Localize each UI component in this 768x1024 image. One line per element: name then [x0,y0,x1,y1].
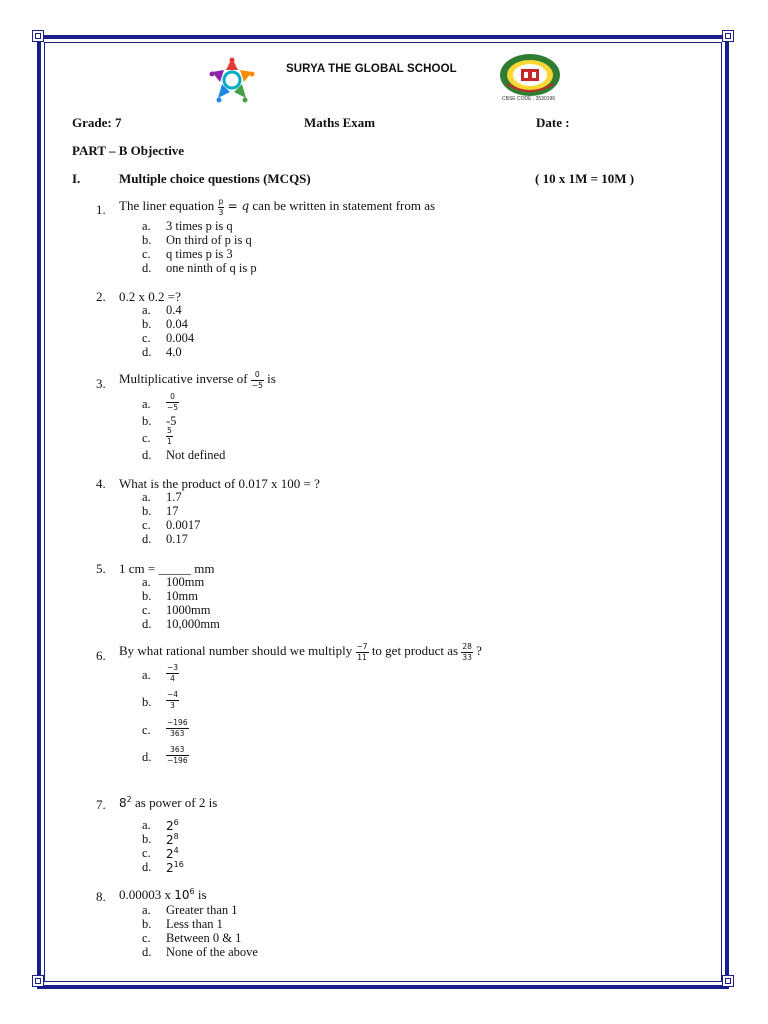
numerator: p [218,197,224,207]
option-power [166,860,184,875]
option-label: d. [142,750,152,764]
numerator: 363 [166,746,189,756]
part-heading: PART – B Objective [72,143,185,158]
border-corner [32,30,44,42]
option-label: a. [142,903,151,917]
question-number: 4. [96,476,106,491]
fraction [218,198,225,216]
question-6-text [119,643,482,661]
option-text: 0.004 [166,331,195,345]
option-text: Greater than 1 [166,903,238,917]
fraction [356,643,369,661]
option-label: c. [142,723,151,737]
option-label: b. [142,589,152,603]
numerator: −196 [167,718,188,727]
school-name: SURYA THE GLOBAL SCHOOL [286,63,457,75]
question-number: 2. [96,289,106,304]
option-text: 10mm [166,589,198,603]
exponent: 4 [173,846,179,855]
question-number: 3. [96,376,106,391]
option-text: 100mm [166,575,205,589]
option-label: a. [142,818,151,832]
section-number: I. [72,171,81,186]
power [119,796,132,810]
denominator: −5 [251,380,263,390]
option-label: b. [142,917,152,931]
option-fraction [166,719,189,737]
option-label: d. [142,617,152,631]
option-text: -5 [166,414,177,428]
option-label: d. [142,261,152,275]
option-text: Between 0 & 1 [166,931,242,945]
denominator: 11 [357,652,367,662]
option-label: d. [142,345,152,359]
question-7-text [119,795,217,811]
base: 2 [166,833,174,847]
numerator: 0 [251,371,264,381]
denominator: 3 [218,207,224,217]
section-marks: ( 10 x 1M = 10M ) [535,171,635,186]
option-fraction [166,746,189,764]
base: 2 [166,861,174,875]
numerator: −7 [356,642,368,652]
denominator: 363 [170,728,185,738]
question-text: Multiplicative inverse of [119,371,248,386]
fraction [251,371,264,389]
option-label: d. [142,448,152,462]
denominator: −196 [167,755,188,765]
option-text: one ninth of q is p [166,261,257,275]
numerator: −3 [167,663,179,672]
exponent: 16 [173,860,184,869]
base: 10 [174,888,190,902]
exponent: 6 [189,887,195,896]
option-label: b. [142,414,152,428]
denominator: −5 [167,402,179,412]
option-text: 0.4 [166,303,182,317]
fraction [461,643,473,661]
numerator: 28 [462,642,472,652]
denominator: 3 [170,700,175,710]
base: 8 [119,796,127,810]
option-label: b. [142,317,152,331]
option-fraction [166,393,179,411]
option-fraction [166,427,173,445]
school-logo-star [208,56,256,104]
option-label: c. [142,846,151,860]
numerator: 0 [166,393,179,403]
question-text: By what rational number should we multiply [119,643,353,658]
question-text: as power of 2 is [134,795,218,810]
question-number: 5. [96,561,106,576]
question-text: can be written in statement from as [252,198,436,213]
option-text: 3 times p is q [166,219,233,233]
option-label: c. [142,331,151,345]
option-text: 17 [166,504,179,518]
question-number: 6. [96,648,106,663]
base: 2 [166,819,174,833]
option-label: c. [142,431,151,445]
question-text: The liner equation [119,198,215,213]
question-1-text [119,198,435,216]
option-label: a. [142,490,151,504]
option-text: Not defined [166,448,226,462]
option-label: b. [142,832,152,846]
option-label: d. [142,945,152,959]
numerator: −4 [167,690,179,699]
option-label: b. [142,233,152,247]
option-text: 0.0017 [166,518,201,532]
section-title: Multiple choice questions (MCQS) [119,171,311,186]
border-corner [722,30,734,42]
option-text: Less than 1 [166,917,223,931]
option-label: d. [142,860,152,874]
question-8-text [119,887,207,903]
option-label: c. [142,518,151,532]
cbse-emblem [499,52,561,98]
option-label: a. [142,668,151,682]
option-label: c. [142,247,151,261]
question-4-text: What is the product of 0.017 x 100 = ? [119,476,320,491]
option-text: None of the above [166,945,258,959]
question-text: is [267,371,276,386]
option-label: c. [142,931,151,945]
grade-label: Grade: 7 [72,115,122,130]
question-text: 0.00003 x [119,887,171,902]
option-label: b. [142,695,152,709]
option-label: d. [142,532,152,546]
exponent: 8 [173,832,179,841]
option-power [166,818,179,833]
base: 2 [166,847,174,861]
option-label: a. [142,219,151,233]
option-label: a. [142,575,151,589]
question-text: is [197,887,207,902]
border-corner [32,975,44,987]
denominator: 33 [462,652,472,662]
option-fraction [166,664,179,682]
question-2-text: 0.2 x 0.2 =? [119,289,181,304]
option-label: a. [142,303,151,317]
power [174,888,194,902]
option-fraction [166,691,179,709]
option-label: c. [142,603,151,617]
option-text: 10,000mm [166,617,220,631]
date-label: Date : [536,115,570,130]
border-corner [722,975,734,987]
option-text: 0.04 [166,317,188,331]
question-5-text: 1 cm = _____ mm [119,561,215,576]
cbse-code: CBSE CODE : 3530196 [502,96,556,102]
option-text: 1.7 [166,490,182,504]
exponent: 2 [126,795,132,804]
option-label: a. [142,397,151,411]
equation: = q [227,199,250,213]
question-text: to get product as [371,643,459,658]
option-power [166,832,179,847]
question-number: 8. [96,889,106,904]
option-text: q times p is 3 [166,247,233,261]
question-number: 7. [96,797,106,812]
option-text: 4.0 [166,345,182,359]
question-3-text [119,371,276,389]
denominator: 1 [167,436,172,446]
exponent: 6 [173,818,179,827]
option-label: b. [142,504,152,518]
option-text: On third of p is q [166,233,252,247]
option-text: 0.17 [166,532,188,546]
exam-title: Maths Exam [304,115,376,130]
denominator: 4 [170,673,175,683]
question-text: ? [476,643,482,658]
numerator: 5 [167,426,172,435]
option-power [166,846,179,861]
question-number: 1. [96,202,106,217]
option-text: 1000mm [166,603,211,617]
